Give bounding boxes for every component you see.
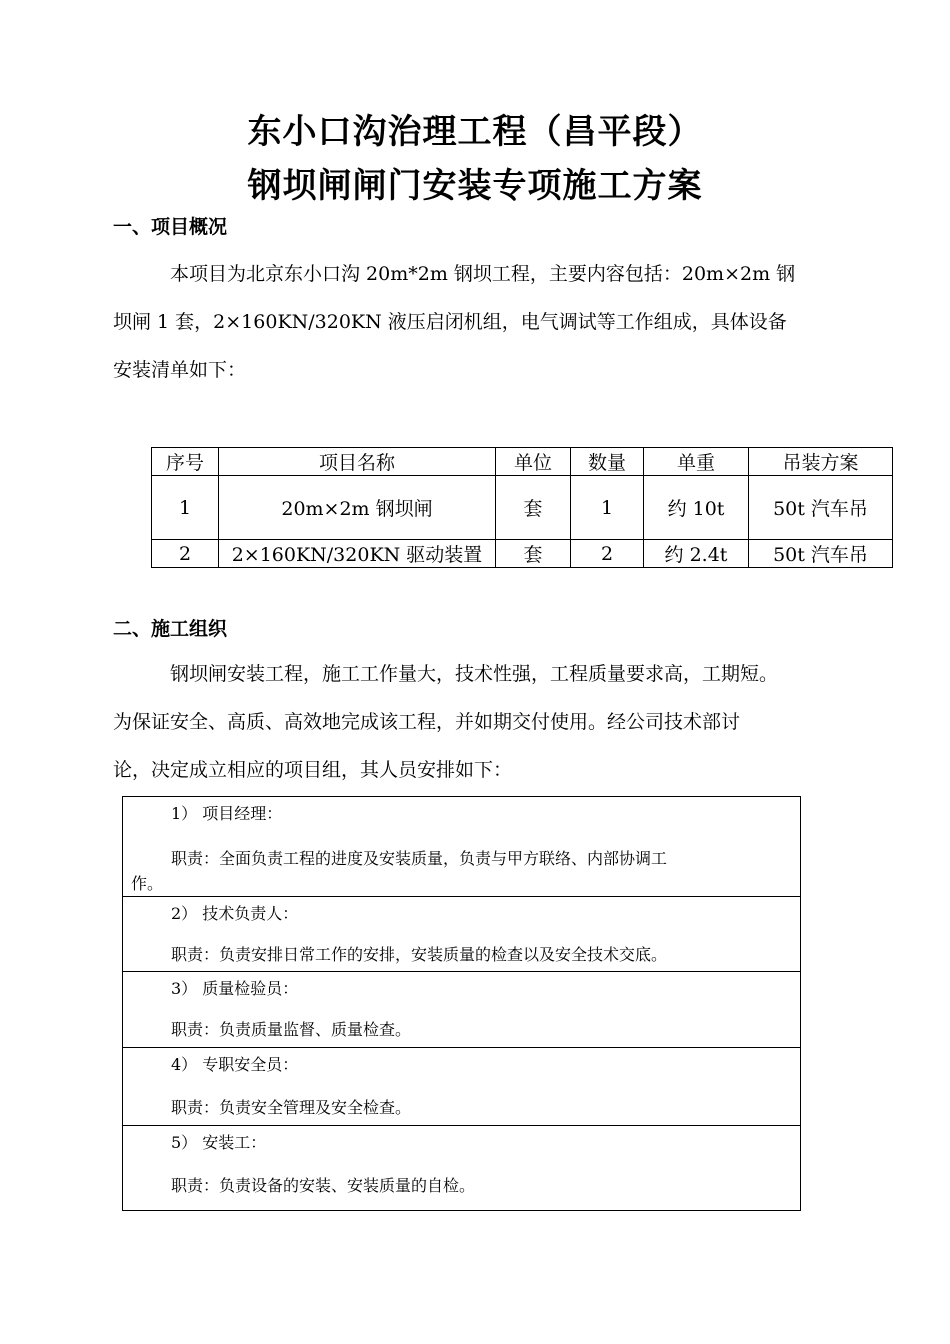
table-cell: 套 xyxy=(496,540,571,568)
section2-heading: 二、施工组织 xyxy=(113,618,228,640)
table-row xyxy=(152,476,893,540)
table-cell: 约 10t xyxy=(644,476,749,540)
table-cell: 2×160KN/320KN 驱动装置 xyxy=(219,540,496,568)
staff-row xyxy=(123,897,801,972)
table-cell: 套 xyxy=(496,476,571,540)
paragraph-line: 本项目为北京东小口沟 20m*2m 钢坝工程，主要内容包括：20m×2m 钢 xyxy=(170,263,796,285)
staff-cell xyxy=(123,797,801,897)
staff-role: 5） 安装工： xyxy=(171,1133,267,1152)
staff-duty: 职责：负责安排日常工作的安排，安装质量的检查以及安全技术交底。 xyxy=(171,945,668,964)
equipment-table xyxy=(151,447,893,568)
section1-heading: 一、项目概况 xyxy=(113,216,228,238)
table-cell: 1 xyxy=(152,476,219,540)
section1-paragraph xyxy=(113,250,873,394)
staff-duty: 职责：负责质量监督、质量检查。 xyxy=(171,1020,412,1039)
section2-paragraph xyxy=(113,650,873,794)
paragraph-line: 坝闸 1 套，2×160KN/320KN 液压启闭机组，电气调试等工作组成，具体设备 xyxy=(113,311,787,333)
staff-role: 4） 专职安全员： xyxy=(171,1055,299,1074)
staff-duty: 职责：负责设备的安装、安装质量的自检。 xyxy=(171,1176,476,1195)
header-cell: 单位 xyxy=(496,448,571,476)
table-cell: 2 xyxy=(152,540,219,568)
document-subtitle: 钢坝闸闸门安装专项施工方案 xyxy=(247,166,703,206)
table-header-row xyxy=(152,448,893,476)
paragraph-line: 为保证安全、高质、高效地完成该工程，并如期交付使用。经公司技术部讨 xyxy=(113,711,741,733)
staff-role: 2） 技术负责人： xyxy=(171,904,299,923)
header-cell: 数量 xyxy=(571,448,644,476)
staff-duty: 职责：负责安全管理及安全检查。 xyxy=(171,1098,412,1117)
staff-table xyxy=(122,796,801,1211)
table-cell: 1 xyxy=(571,476,644,540)
paragraph-line: 钢坝闸安装工程，施工工作量大，技术性强，工程质量要求高，工期短。 xyxy=(170,663,779,685)
header-cell: 序号 xyxy=(152,448,219,476)
staff-row xyxy=(123,1048,801,1126)
table-cell: 约 2.4t xyxy=(644,540,749,568)
staff-cell xyxy=(123,1126,801,1211)
staff-row xyxy=(123,1126,801,1211)
table-cell: 50t 汽车吊 xyxy=(749,476,893,540)
table-cell: 20m×2m 钢坝闸 xyxy=(219,476,496,540)
staff-row xyxy=(123,972,801,1048)
staff-role: 3） 质量检验员： xyxy=(171,979,299,998)
header-cell: 单重 xyxy=(644,448,749,476)
table-row xyxy=(152,540,893,568)
staff-cell xyxy=(123,972,801,1048)
staff-role: 1） 项目经理： xyxy=(171,804,283,823)
table-cell: 2 xyxy=(571,540,644,568)
table-cell: 50t 汽车吊 xyxy=(749,540,893,568)
staff-row xyxy=(123,797,801,897)
header-cell: 项目名称 xyxy=(219,448,496,476)
staff-cell xyxy=(123,1048,801,1126)
paragraph-line: 论，决定成立相应的项目组，其人员安排如下： xyxy=(113,759,513,781)
header-cell: 吊装方案 xyxy=(749,448,893,476)
staff-duty: 职责：全面负责工程的进度及安装质量，负责与甲方联络、内部协调工 xyxy=(171,849,668,868)
staff-duty-continued: 作。 xyxy=(131,874,164,893)
staff-cell xyxy=(123,897,801,972)
paragraph-line: 安装清单如下： xyxy=(113,359,247,381)
document-title: 东小口沟治理工程（昌平段） xyxy=(247,112,703,152)
